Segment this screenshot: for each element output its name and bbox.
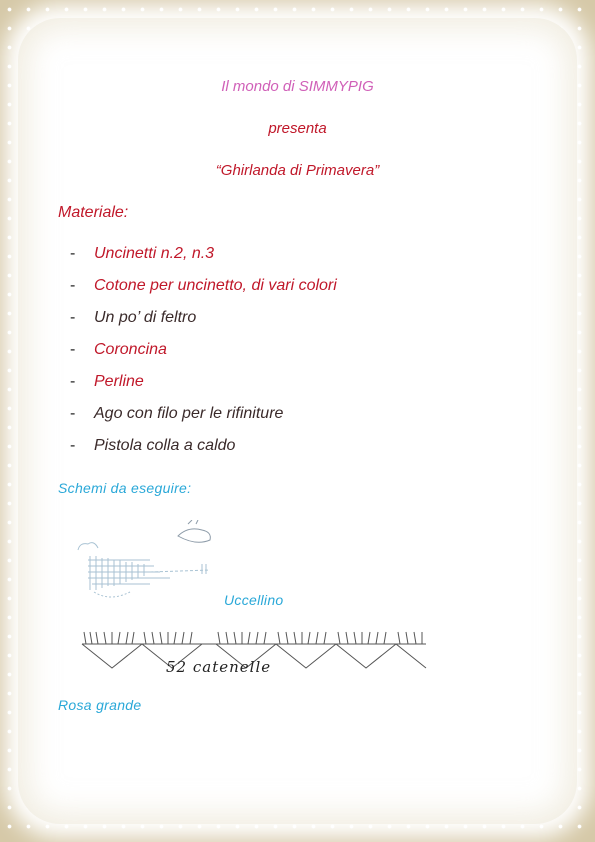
material-label: Perline — [94, 373, 144, 390]
bullet: - — [70, 405, 76, 422]
list-item — [70, 437, 337, 469]
material-label: Uncinetti n.2, n.3 — [94, 245, 215, 262]
materials-list — [70, 245, 337, 469]
bullet: - — [70, 245, 76, 262]
bullet: - — [70, 437, 76, 454]
schemes-heading: Schemi da eseguire: — [58, 480, 192, 496]
bullet: - — [70, 277, 76, 294]
presents-text: presenta — [268, 120, 327, 137]
list-item — [70, 373, 337, 405]
work-title: “Ghirlanda di Primavera” — [215, 162, 380, 179]
bullet: - — [70, 309, 76, 326]
bird-label: Uccellino — [224, 592, 284, 608]
material-label: Un po’ di feltro — [94, 309, 197, 326]
page-title: Il mondo di SIMMYPIG — [221, 78, 374, 95]
chain-diagram — [76, 628, 436, 682]
rose-label: Rosa grande — [58, 697, 142, 713]
list-item — [70, 341, 337, 373]
material-label: Pistola colla a caldo — [94, 437, 236, 454]
list-item — [70, 405, 337, 437]
list-item — [70, 245, 337, 277]
chain-label: 52 catenelle — [166, 658, 272, 676]
list-item — [70, 277, 337, 309]
material-label: Ago con filo per le rifiniture — [94, 405, 284, 422]
materials-heading: Materiale: — [58, 204, 129, 221]
list-item — [70, 309, 337, 341]
material-label: Cotone per uncinetto, di vari colori — [94, 277, 337, 294]
bird-diagram — [70, 520, 220, 606]
bullet: - — [70, 373, 76, 390]
bullet: - — [70, 341, 76, 358]
material-label: Coroncina — [94, 341, 167, 358]
